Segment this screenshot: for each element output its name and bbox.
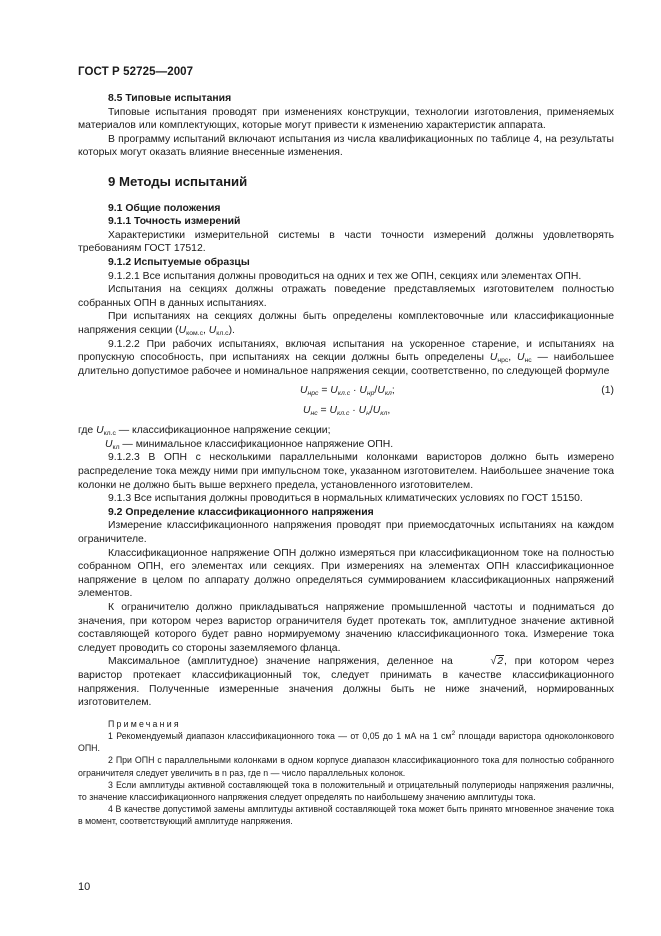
notes-block [78, 718, 614, 828]
sqrt-symbol: √2 [490, 656, 504, 668]
section-9-1-1-heading: 9.1.1 Точность измерений [108, 216, 241, 228]
page-number: 10 [78, 881, 91, 893]
where-clause-1: где $U_{кл.с}$ — классификационное напряжение секции; [78, 425, 331, 438]
paragraph: 9.1.3 Все испытания должны проводиться в нормальных климатических условиях по ГОСТ 15150. [108, 493, 583, 505]
formula-line-1 [78, 384, 614, 398]
notes-title: Примечания [108, 718, 181, 729]
paragraph-9-1-2-2: 9.1.2.2 При рабочих испытаниях, включая испытания на ускоренное старение, и испытаниях на пропускную способность, при испытаниях на секции должны быть определены $U_{нрс}$, $U_{нс}$ — наибольшее длительно допустимое рабочее и номинальное напряжения секции, соответственно, по следующей формуле [78, 338, 614, 377]
paragraph: 9.1.2.1 Все испытания должны проводиться на одних и тех же ОПН, секциях или элементах ОПН. [108, 270, 582, 282]
paragraph: К ограничителю должно прикладываться напряжение промышленной частоты и подниматься до значения, при котором через варистор ограничителя будет протекать ток, амплитудное значение активной составляющей которого будет равно нормируемому значению классификационного тока. Измерение тока следует проводить со стороны заземляемого фланца. [78, 602, 614, 654]
paragraph: Измерение классификационного напряжения проводят при приемосдаточных испытаниях на каждом ограничителе. [78, 520, 614, 546]
standard-header: ГОСТ Р 52725—2007 [78, 66, 194, 78]
page-content [78, 92, 614, 828]
note-item: 4 В качестве допустимой замены амплитуды активной составляющей тока может быть принято мгновенное значение тока в момент, соответствующий амплитуде напряжения. [78, 804, 614, 827]
paragraph: Классификационное напряжение ОПН должно измеряться при классификационном токе на полностью собранном ОПН, его элементах или секциях. При измерениях на элементах ОПН классификационное напряжение в целом по аппарату должно определяться суммированием классификационных напряжений элементов. [78, 547, 614, 600]
section-9-2-heading: 9.2 Определение классификационного напряжения [108, 506, 374, 518]
note-item: 2 При ОПН с параллельными колонками в одном корпусе диапазон классификационного тока для полностью собранного ограничителя следует увеличить в n раз, где n — число параллельных колонок. [78, 755, 614, 778]
note-item: 3 Если амплитуды активной составляющей тока в положительный и отрицательный полупериоды напряжения различны, то значение классификационного напряжения следует определять по наибольшему значению амплитуды тока. [78, 779, 614, 802]
paragraph-sqrt: Максимальное (амплитудное) значение напряжения, деленное на √2, при котором через варистор протекает классификационный ток, следует принимать в качестве классификационного напряжения. Полученные измеренные значения должны быть не ниже значений, нормированных изготовителем. [78, 656, 614, 709]
section-9-1-heading: 9.1 Общие положения [108, 202, 221, 214]
formula-line-2 [78, 404, 614, 418]
paragraph: В программу испытаний включают испытания из числа квалификационных по таблице 4, на результаты которых могут оказать влияние внесенные изменения. [78, 133, 614, 159]
paragraph-complete-voltages: При испытаниях на секциях должны быть определены комплектовочные или классификационные напряжения секции ($U_{ком.с}$, $U_{кл.с}$). [78, 311, 614, 337]
note-item: 1 Рекомендуемый диапазон классификационного тока — от 0,05 до 1 мА на 1 $см^2$ площади варистора одноколонкового ОПН. [78, 729, 614, 754]
paragraph: Характеристики измерительной системы в части точности измерений должны удовлетворять требованиям ГОСТ 17512. [78, 229, 614, 255]
paragraph: Испытания на секциях должны отражать поведение представляемых изготовителем полностью собранных ОПН в данных испытаниях. [78, 284, 614, 309]
section-8-5-heading: 8.5 Типовые испытания [108, 93, 232, 104]
section-9-heading: 9 Методы испытаний [108, 173, 248, 189]
formula-2: $U_{нс} = U_{кл.с} \cdot U_н/U_{кл}$, [303, 405, 391, 418]
formula-number: (1) [601, 385, 614, 397]
formula-1: $U_{нрс} = U_{кл.с} \cdot U_{нр}/U_{кл}$; [300, 385, 395, 398]
where-clause-2: $U_{кл}$ — минимальное классификационное напряжение ОПН. [105, 438, 394, 451]
paragraph: Типовые испытания проводят при изменениях конструкции, технологии изготовления, применяемых материалов или комплектующих, которые могут привести к изменению характеристик аппарата. [78, 106, 614, 132]
section-9-1-2-heading: 9.1.2 Испытуемые образцы [108, 256, 250, 268]
paragraph: 9.1.2.3 В ОПН с несколькими параллельными колонками варисторов должно быть измерено распределение тока между ними при импульсном токе, указанном изготовителем. Наибольшее значение тока колонки не должно быть выше верхнего предела, установленного изготовителем. [78, 452, 614, 491]
